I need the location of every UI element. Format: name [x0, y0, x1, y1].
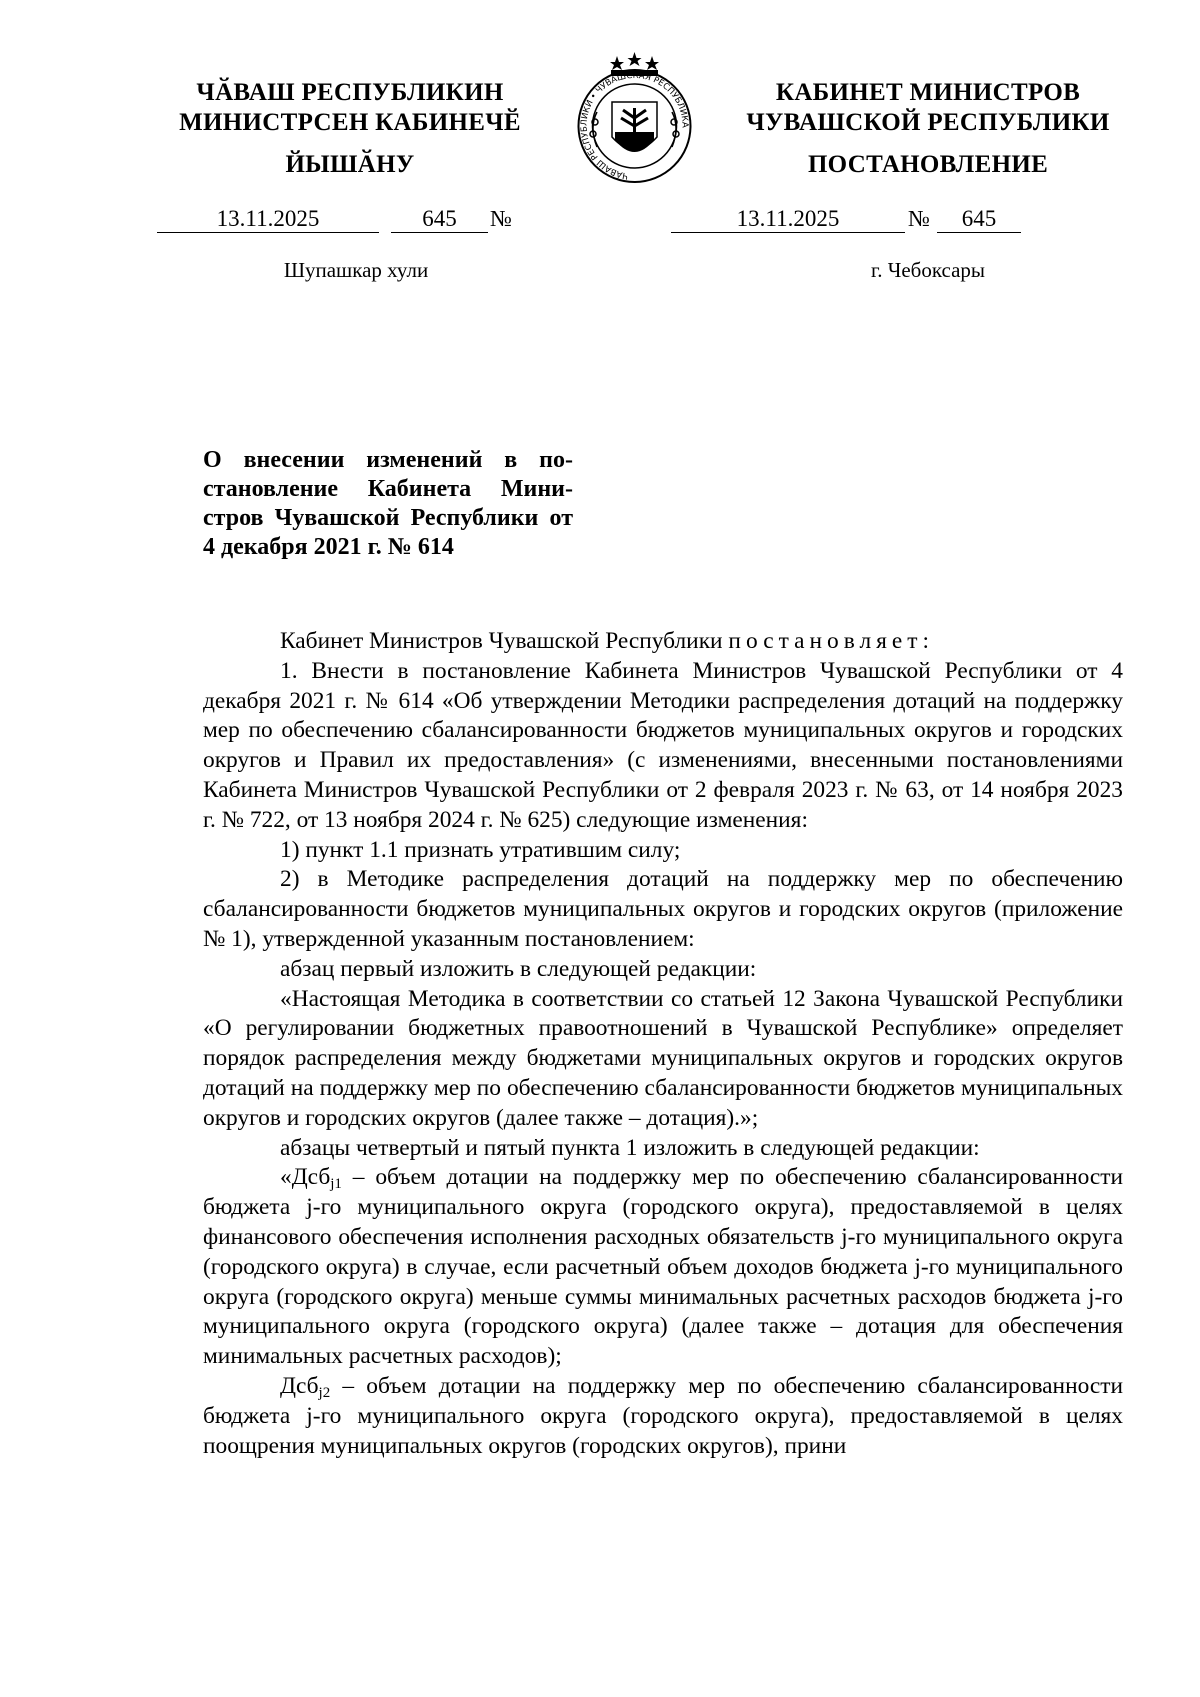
body-paragraph: 1. Внести в постановление Кабинета Министров Чувашской Республики от 4 декабря 2021 г. № 614 «Об утверждении Методики распределения дотаций на поддержку мер по обеспечению сбалансированности бюджетов муниципальных округов и городских округов и Правил их предоставления» (с изменениями, внесенными постановлениями Кабинета Министров Чувашской Республики от 2 февраля 2023 г. № 63, от 14 ноября 2023 г. № 722, от 13 ноября 2024 г. № 625) следующие изменения:	[203, 657, 1123, 833]
formula-definition: – объем дотации на поддержку мер по обеспечению сбалансированности бюджета j-го муниципального округа (городского округа), предоставляемой в целях финансового обеспечения исполнения расходных обязательств j-го муниципального округа (городского округа) в случае, если расчетный объем доходов бюджета j-го муниципального округа (городского округа) меньше суммы минимальных расчетных расходов бюджета j-го муниципального округа (городского округа) (далее также – дотация для обеспечения минимальных расчетных расходов);	[203, 1164, 1123, 1370]
right-number: 645	[961, 206, 997, 231]
body-paragraph	[203, 1372, 1123, 1461]
right-doc-type: ПОСТАНОВЛЕНИЕ	[807, 151, 1049, 178]
right-number-sign: №	[908, 206, 930, 231]
body-paragraph: «Настоящая Методика в соответствии со статьей 12 Закона Чувашской Республики «О регулировании бюджетных правоотношений в Чувашской Республике» определяет порядок распределения между бюджетами муниципальных округов и городских округов дотаций на поддержку мер по обеспечению сбалансированности бюджетов муниципальных округов и городских округов (далее также – дотация).»;	[203, 985, 1123, 1131]
body-paragraph: абзац первый изложить в следующей редакции:	[280, 955, 757, 982]
emblem-ring-text: ЧӐВАШ РЕСПУБЛИКИ • ЧУВАШСКАЯ РЕСПУБЛИКА	[579, 70, 690, 181]
formula-symbol: Дсб	[280, 1372, 319, 1399]
formula-definition: – объем дотации на поддержку мер по обеспечению сбалансированности бюджета j-го муниципального округа (городского округа), предоставляемой в целях поощрения муниципальных округов (городских округов), прини	[203, 1372, 1123, 1459]
right-title-line2: ЧУВАШСКОЙ РЕСПУБЛИКИ	[746, 109, 1110, 136]
formula-subscript: j2	[318, 1384, 331, 1401]
right-number-underline	[937, 232, 1021, 233]
left-doc-type: ЙЫШӐНУ	[285, 151, 415, 178]
body-paragraph: 1) пункт 1.1 признать утратившим силу;	[280, 836, 681, 863]
left-date: 13.11.2025	[216, 206, 320, 231]
body-paragraph	[203, 627, 1123, 657]
left-number-sign: №	[490, 206, 512, 231]
left-date-underline	[157, 232, 379, 233]
right-date: 13.11.2025	[736, 206, 840, 231]
formula-subscript: j1	[330, 1176, 342, 1193]
right-date-underline	[671, 232, 905, 233]
document-body	[203, 627, 1123, 1461]
body-paragraph	[203, 1163, 1123, 1372]
left-number-underline	[391, 232, 488, 233]
right-city: г. Чебоксары	[870, 258, 986, 282]
document-subject: О внесении изменений в постановление Кабинета Министров Чувашской Республики от 4 декабря 2021 г. № 614	[203, 447, 573, 560]
coat-of-arms-icon	[567, 52, 702, 184]
left-title-line1: ЧӐВАШ РЕСПУБЛИКИН	[196, 79, 504, 106]
left-number: 645	[422, 206, 457, 231]
left-city: Шупашкар хули	[283, 258, 429, 282]
preamble-text: Кабинет Министров Чувашской Республики	[280, 628, 729, 654]
left-header	[150, 78, 550, 138]
preamble-decree-word: постановляет:	[728, 628, 934, 654]
body-paragraph: абзацы четвертый и пятый пункта 1 изложить в следующей редакции:	[280, 1134, 980, 1161]
left-title-line2: МИНИСТРСЕН КАБИНЕЧӖ	[179, 109, 521, 136]
right-title-line1: КАБИНЕТ МИНИСТРОВ	[775, 79, 1081, 106]
formula-symbol: «Дсб	[280, 1164, 331, 1191]
body-paragraph: 2) в Методике распределения дотаций на поддержку мер по обеспечению сбалансированности бюджетов муниципальных округов и городских округов (приложение № 1), утвержденной указанным постановлением:	[203, 866, 1123, 952]
right-header	[726, 78, 1130, 138]
